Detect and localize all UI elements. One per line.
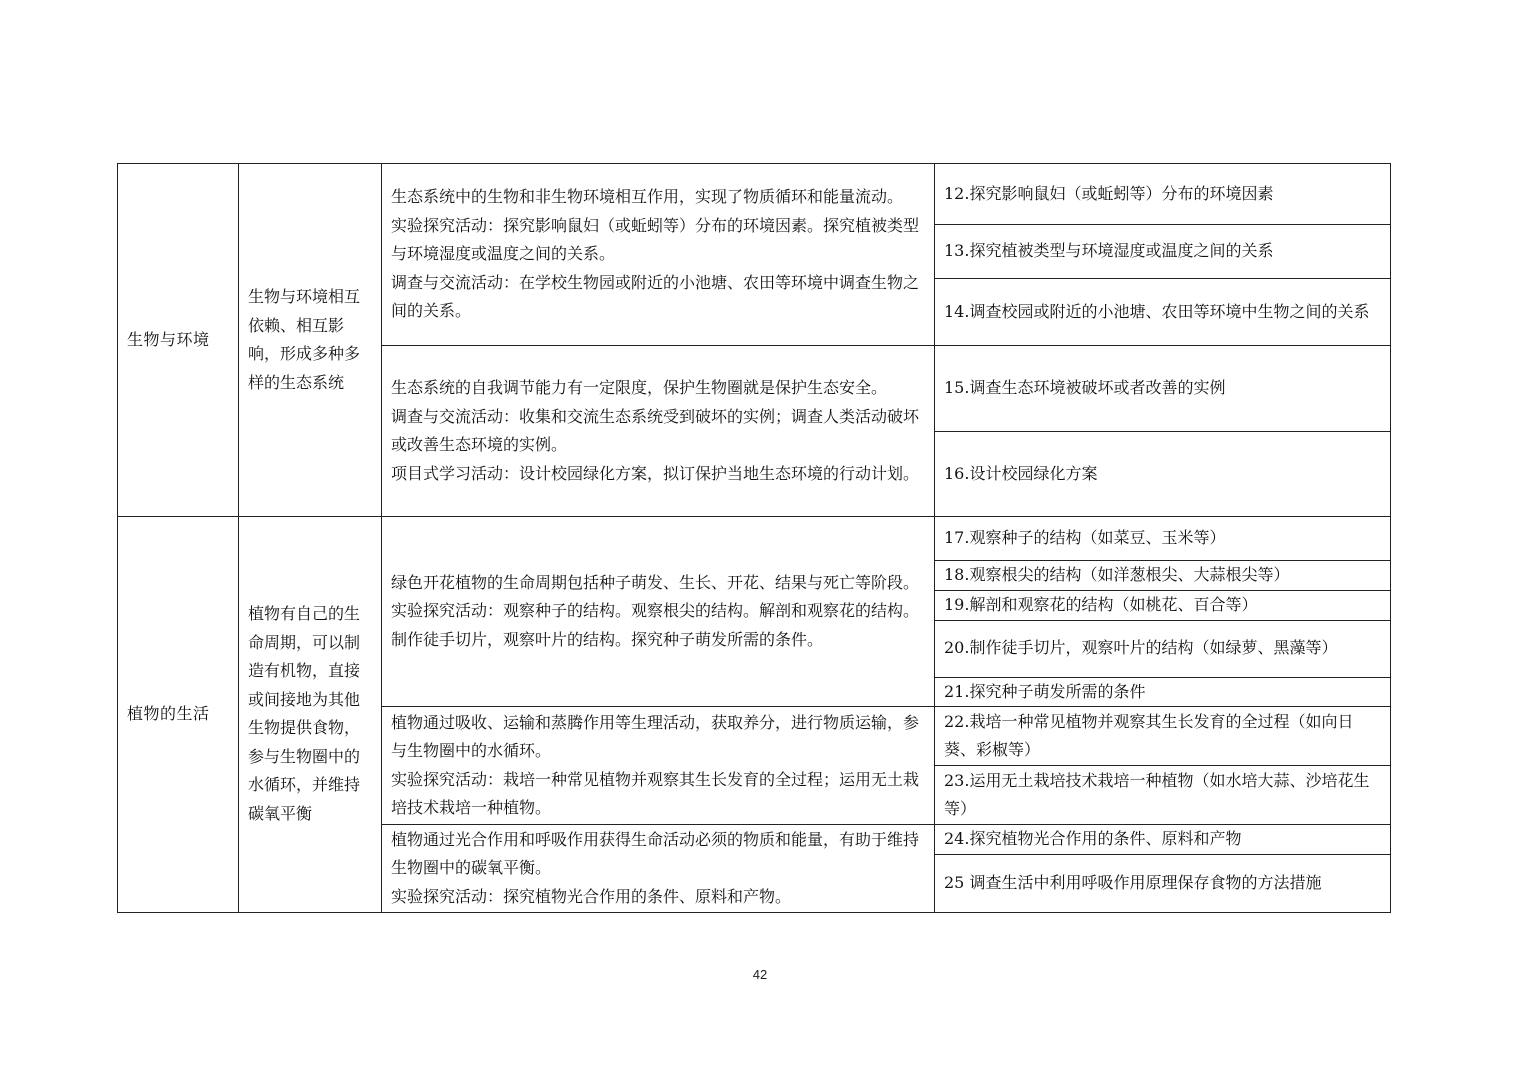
content-paragraph: 实验探究活动：栽培一种常见植物并观察其生长发育的全过程；运用无土栽培技术栽培一种植物。 (391, 769, 920, 817)
activity-cell: 19.解剖和观察花的结构（如桃花、百合等） (935, 591, 1391, 621)
page-number: 42 (752, 967, 768, 982)
activity-cell: 14.调查校园或附近的小池塘、农田等环境中生物之间的关系 (935, 279, 1391, 346)
content-paragraph: 项目式学习活动：设计校园绿化方案，拟订保护当地生态环境的行动计划。 (391, 463, 920, 483)
activity-cell: 20.制作徒手切片，观察叶片的结构（如绿萝、黑藻等） (935, 620, 1391, 677)
content-cell (382, 517, 935, 707)
content-paragraph: 实验探究活动：观察种子的结构。观察根尖的结构。解剖和观察花的结构。制作徒手切片，观察叶片的结构。探究种子萌发所需的条件。 (391, 601, 920, 649)
requirement-cell: 植物有自己的生命周期，可以制造有机物，直接或间接地为其他生物提供食物，参与生物圈中的水循环，并维持碳氧平衡 (239, 517, 382, 913)
topic-cell: 生物与环境 (118, 164, 239, 517)
content-paragraph: 实验探究活动：探究植物光合作用的条件、原料和产物。 (391, 886, 792, 906)
requirement-cell: 生物与环境相互依赖、相互影响，形成多种多样的生态系统 (239, 164, 382, 517)
activity-cell: 18.观察根尖的结构（如洋葱根尖、大蒜根尖等） (935, 561, 1391, 591)
activity-cell: 23.运用无土栽培技术栽培一种植物（如水培大蒜、沙培花生等） (935, 766, 1391, 825)
content-paragraph: 绿色开花植物的生命周期包括种子萌发、生长、开花、结果与死亡等阶段。 (391, 572, 920, 592)
content-cell (382, 346, 935, 517)
activity-cell: 24.探究植物光合作用的条件、原料和产物 (935, 825, 1391, 855)
activity-cell: 25 调查生活中利用呼吸作用原理保存食物的方法措施 (935, 854, 1391, 912)
content-paragraph: 调查与交流活动：收集和交流生态系统受到破坏的实例；调查人类活动破坏或改善生态环境的实例。 (391, 406, 920, 454)
content-paragraph: 生态系统的自我调节能力有一定限度，保护生物圈就是保护生态安全。 (391, 378, 888, 397)
content-paragraph: 调查与交流活动：在学校生物园或附近的小池塘、农田等环境中调查生物之间的关系。 (391, 272, 920, 321)
activity-cell: 16.设计校园绿化方案 (935, 432, 1391, 517)
activity-cell: 15.调查生态环境被破坏或者改善的实例 (935, 346, 1391, 432)
activity-cell: 22.栽培一种常见植物并观察其生长发育的全过程（如向日葵、彩椒等） (935, 707, 1391, 766)
activity-cell: 21.探究种子萌发所需的条件 (935, 677, 1391, 707)
activity-cell: 17.观察种子的结构（如菜豆、玉米等） (935, 517, 1391, 561)
content-cell (382, 707, 935, 825)
activity-cell: 12.探究影响鼠妇（或蚯蚓等）分布的环境因素 (935, 164, 1391, 225)
table-row (118, 517, 1391, 561)
topic-cell: 植物的生活 (118, 517, 239, 913)
content-paragraph: 植物通过吸收、运输和蒸腾作用等生理活动，获取养分，进行物质运输，参与生物圈中的水循环。 (391, 712, 920, 760)
activity-cell: 13.探究植被类型与环境湿度或温度之间的关系 (935, 225, 1391, 279)
table-row (118, 164, 1391, 225)
content-paragraph: 生态系统中的生物和非生物环境相互作用，实现了物质循环和能量流动。 (391, 187, 904, 207)
content-cell (382, 164, 935, 346)
content-cell (382, 825, 935, 913)
content-paragraph: 植物通过光合作用和呼吸作用获得生命活动必须的物质和能量，有助于维持生物圈中的碳氧平衡。 (391, 829, 920, 877)
curriculum-table (117, 163, 1391, 913)
content-paragraph: 实验探究活动：探究影响鼠妇（或蚯蚓等）分布的环境因素。探究植被类型与环境湿度或温度之间的关系。 (391, 215, 920, 264)
